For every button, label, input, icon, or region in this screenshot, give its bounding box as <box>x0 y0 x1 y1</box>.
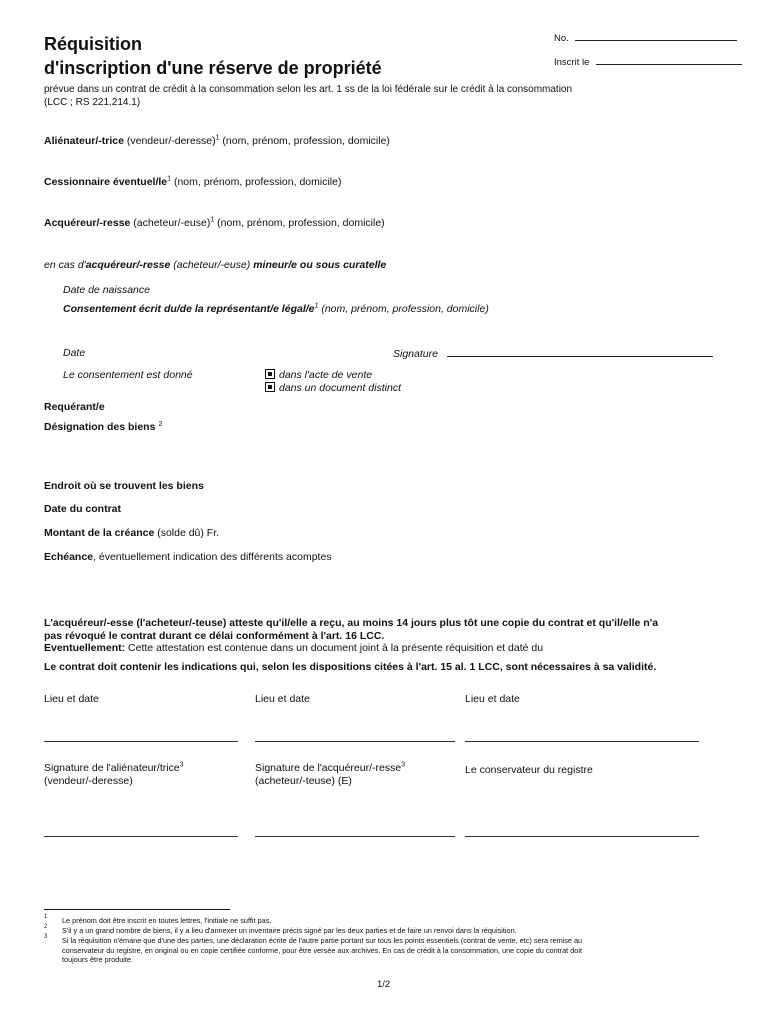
sig1-subtitle: (vendeur/-deresse) <box>44 775 133 787</box>
attestation-block <box>44 617 734 655</box>
minor-intro-bold-2: mineur/e ou sous curatelle <box>253 259 387 271</box>
subtitle-line-2: (LCC ; RS 221.214.1) <box>44 96 141 108</box>
date-label: Date <box>63 347 86 359</box>
echeance-field <box>44 551 332 563</box>
minor-intro <box>44 259 386 271</box>
title-line-2: d'inscription d'une réserve de propriété <box>44 58 382 78</box>
signature-line-1[interactable] <box>44 836 238 837</box>
signature-field[interactable] <box>393 347 713 360</box>
echeance-hint: , éventuellement indication des différents acomptes <box>93 551 332 563</box>
consent-given-label: Le consentement est donné <box>63 369 193 381</box>
lieu-date-line-1[interactable] <box>44 741 238 742</box>
subtitle-line-1: prévue dans un contrat de crédit à la consommation selon les art. 1 ss de la loi fédérale sur le crédit à la consommation <box>44 84 573 95</box>
signature-acquereur-label <box>255 762 405 788</box>
minor-intro-bold: acquéreur/-resse <box>85 259 171 271</box>
cessionnaire-hint: (nom, prénom, profession, domicile) <box>173 176 342 188</box>
signature-label: Signature <box>393 348 438 360</box>
footnote-number-2: 2 <box>44 924 48 930</box>
lieu-date-2: Lieu et date <box>255 693 310 705</box>
signature-alienateur-label <box>44 762 184 788</box>
consent-options <box>265 369 401 395</box>
requerant-label: Requérant/e <box>44 401 105 413</box>
footnote-ref: 2 <box>158 420 163 428</box>
inscrit-field[interactable] <box>554 55 742 68</box>
signature-blank[interactable] <box>447 347 713 357</box>
sig2-title: Signature de l'acquéreur/-resse <box>255 762 402 774</box>
consent-hint: (nom, prénom, profession, domicile) <box>321 303 489 315</box>
cessionnaire-field <box>44 176 341 188</box>
footnote-ref: 3 <box>401 761 406 769</box>
number-blank[interactable] <box>575 31 737 41</box>
montant-hint: (solde dû) Fr. <box>157 527 220 539</box>
attestation-eventual <box>44 642 734 655</box>
footnote-number-1: 1 <box>44 914 48 920</box>
footnote-3-line-2: conservateur du registre, en original ou en copie certifiée conforme, pour être versée aux archives. En cas de crédit à la consommation, une copie du contrat doit <box>62 945 582 955</box>
date-contrat-label: Date du contrat <box>44 503 122 515</box>
minor-intro-text: en cas d' <box>44 259 86 271</box>
subtitle <box>44 84 572 109</box>
footnote-2: S'il y a un grand nombre de biens, il y a lieu d'annexer un inventaire précis signé par les deux parties et de faire un renvoi dans la réquisition. <box>62 926 517 935</box>
checkbox-icon[interactable] <box>265 369 275 379</box>
consent-field <box>63 303 489 315</box>
designation-label: Désignation des biens <box>44 421 156 433</box>
footnote-ref: 1 <box>314 302 319 310</box>
echeance-label: Echéance <box>44 551 94 563</box>
number-field[interactable] <box>554 31 737 44</box>
acquereur-role: (acheteur/-euse) <box>133 217 211 229</box>
footnote-ref: 1 <box>167 175 172 183</box>
eventual-label: Eventuellement: <box>44 642 126 654</box>
lieu-date-3: Lieu et date <box>465 693 520 705</box>
option-label: dans l'acte de vente <box>279 369 373 381</box>
number-label: No. <box>554 33 569 44</box>
footnote-ref: 1 <box>210 216 215 224</box>
footnote-3-line-3: toujours être produite. <box>62 955 133 964</box>
footnote-ref: 3 <box>179 761 184 769</box>
designation-field <box>44 421 162 433</box>
attestation-line-2: pas révoqué le contrat durant ce délai conformément à l'art. 16 LCC. <box>44 629 385 642</box>
acquereur-label: Acquéreur/-resse <box>44 217 131 229</box>
cessionnaire-label: Cessionnaire éventuel/le <box>44 176 168 188</box>
signature-line-2[interactable] <box>255 836 455 837</box>
title-line-1: Réquisition <box>44 34 142 54</box>
footnote-number-3: 3 <box>44 934 48 940</box>
footnote-ref: 1 <box>215 134 220 142</box>
lieu-date-line-3[interactable] <box>465 741 699 742</box>
consent-label: Consentement écrit du/de la représentant/e légal/e <box>63 303 315 315</box>
validity-note: Le contrat doit contenir les indications qui, selon les dispositions citées à l'art. 15 al. 1 LCC, sont nécessaires à sa validité. <box>44 661 657 673</box>
page-number: 1/2 <box>377 979 391 990</box>
signature-conservateur-label: Le conservateur du registre <box>465 764 593 776</box>
inscrit-blank[interactable] <box>596 55 742 65</box>
alienateur-hint: (nom, prénom, profession, domicile) <box>222 135 390 147</box>
option-label: dans un document distinct <box>279 382 401 394</box>
footnote-3 <box>62 936 722 965</box>
inscrit-label: Inscrit le <box>554 57 590 68</box>
endroit-label: Endroit où se trouvent les biens <box>44 480 204 492</box>
montant-field <box>44 527 219 539</box>
alienateur-label: Aliénateur/-trice <box>44 135 124 147</box>
footnote-separator <box>44 909 230 910</box>
montant-label: Montant de la créance <box>44 527 155 539</box>
option-in-sale-act[interactable] <box>265 369 401 382</box>
option-separate-doc[interactable] <box>265 382 401 395</box>
attestation-line-1: L'acquéreur/-esse (l'acheteur/-teuse) atteste qu'il/elle a reçu, au moins 14 jours plus tôt une copie du contrat et qu'il/elle n'a <box>44 617 659 629</box>
lieu-date-line-2[interactable] <box>255 741 455 742</box>
sig2-subtitle: (acheteur/-teuse) (E) <box>255 775 352 787</box>
acquereur-field <box>44 217 385 229</box>
alienateur-role: (vendeur/-deresse) <box>126 135 216 147</box>
minor-intro-text-2: (acheteur/-euse) <box>170 259 254 271</box>
alienateur-field <box>44 135 390 147</box>
eventual-text: Cette attestation est contenue dans un document joint à la présente réquisition et daté du <box>125 642 544 654</box>
acquereur-hint: (nom, prénom, profession, domicile) <box>217 217 385 229</box>
footnote-1: Le prénom doit être inscrit en toutes lettres, l'initiale ne suffit pas. <box>62 916 272 925</box>
footnote-3-line-1: Si la réquisition n'émane que d'une des parties, une déclaration écrite de l'autre partie portant sur tous les points essentiels (contrat de vente, etc) sera remise au <box>62 936 583 945</box>
sig1-title: Signature de l'aliénateur/trice <box>44 762 180 774</box>
birth-date-label: Date de naissance <box>63 284 150 296</box>
lieu-date-1: Lieu et date <box>44 693 99 705</box>
checkbox-icon[interactable] <box>265 382 275 392</box>
document-title <box>44 32 382 80</box>
signature-line-3[interactable] <box>465 836 699 837</box>
